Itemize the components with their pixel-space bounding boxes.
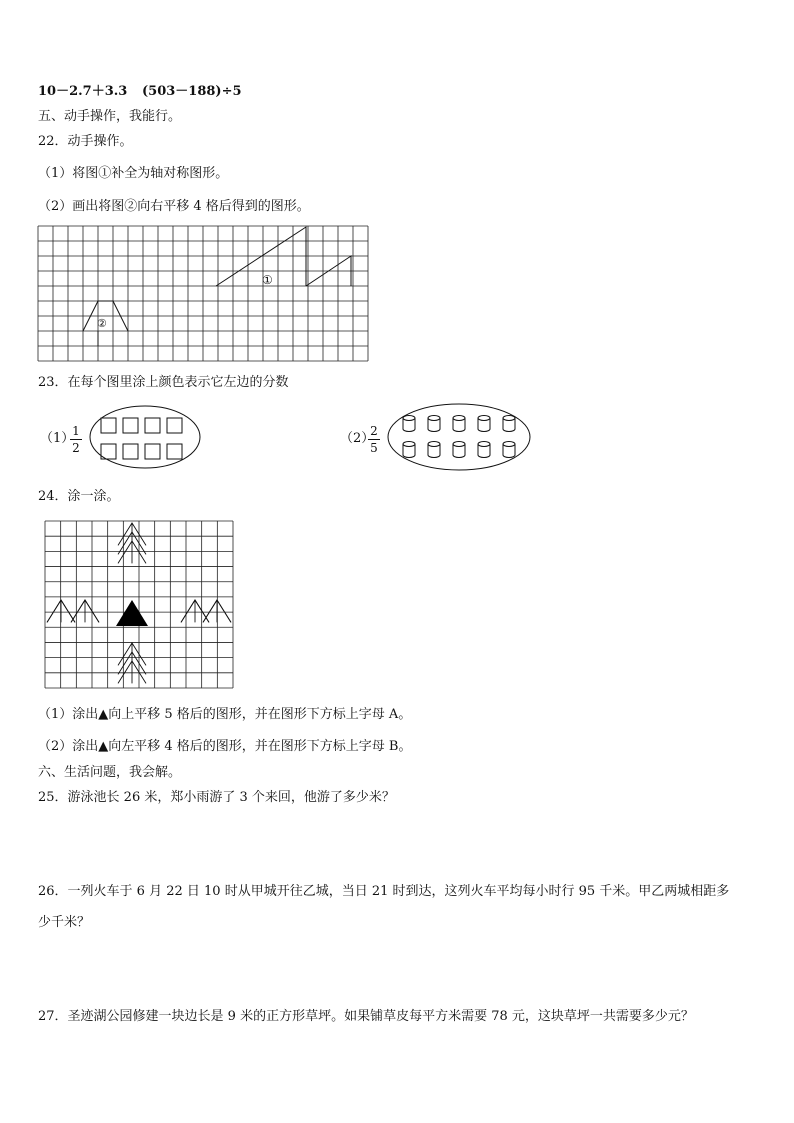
arith-expression-1: 10－2.7＋3.3 xyxy=(38,84,128,99)
q22-sub1: （1）将图①补全为轴对称图形。 xyxy=(38,166,229,181)
fraction-one-half xyxy=(70,424,82,455)
q26-line1: 26．一列火车于 6 月 22 日 10 时从甲城开往乙城，当日 21 时到达，这列火车平均每小时行 95 千米。甲乙两城相距多 xyxy=(38,884,730,899)
black-triangle xyxy=(116,600,148,626)
shape-1-outline xyxy=(216,227,306,286)
q23-part2-label: （2） xyxy=(340,431,375,446)
cylinder-shape xyxy=(478,416,490,432)
fraction-2-numerator: 2 xyxy=(370,424,378,438)
q26-line2: 少千米？ xyxy=(38,915,91,930)
q23-part1-label: （1） xyxy=(40,431,75,446)
square-shape xyxy=(101,418,116,433)
square-shape xyxy=(145,418,160,433)
cylinder-shape xyxy=(403,416,415,432)
square-shape xyxy=(123,444,138,459)
q23-ellipse-squares xyxy=(88,404,203,470)
q27-text: 27．圣迹湖公园修建一块边长是 9 米的正方形草坪。如果铺草皮每平方米需要 78 元，这块草坪一共需要多少元？ xyxy=(38,1009,694,1024)
q22-sub2: （2）画出将图②向右平移 4 格后得到的图形。 xyxy=(38,199,310,214)
q24-title: 24．涂一涂。 xyxy=(38,489,120,504)
q24-sub2: （2）涂出▲向左平移 4 格后的图形，并在图形下方标上字母 B。 xyxy=(38,739,412,754)
section-5-title: 五、动手操作，我能行。 xyxy=(38,109,182,124)
fraction-1-numerator: 1 xyxy=(72,424,80,438)
cylinder-shape xyxy=(428,416,440,432)
cylinder-shape xyxy=(453,416,465,432)
fraction-two-fifths xyxy=(368,424,380,455)
q24-sub1: （1）涂出▲向上平移 5 格后的图形，并在图形下方标上字母 A。 xyxy=(38,707,412,722)
square-shape xyxy=(167,418,182,433)
q22-grid xyxy=(38,226,368,361)
arith-expression-2: (503－188)÷5 xyxy=(142,84,242,99)
tree-shape xyxy=(71,600,99,622)
fraction-2-denominator: 5 xyxy=(370,441,378,455)
section-6-title: 六、生活问题，我会解。 xyxy=(38,765,182,780)
cylinder-shape xyxy=(503,442,515,458)
tree-shape xyxy=(118,523,146,563)
q22-title: 22．动手操作。 xyxy=(38,134,133,149)
tree-shape xyxy=(118,643,146,683)
shape-1-label: ① xyxy=(262,273,273,287)
shape-2-label: ② xyxy=(97,317,107,330)
cylinder-shape xyxy=(403,442,415,458)
tree-shape xyxy=(47,600,75,622)
fraction-1-denominator: 2 xyxy=(72,441,80,455)
square-shape xyxy=(123,418,138,433)
q25-text: 25．游泳池长 26 米，郑小雨游了 3 个来回，他游了多少米？ xyxy=(38,790,395,805)
square-shape xyxy=(167,444,182,459)
cylinder-shape xyxy=(453,442,465,458)
cylinder-shape xyxy=(478,442,490,458)
q24-grid xyxy=(45,521,235,689)
cylinder-shape xyxy=(428,442,440,458)
q23-ellipse-cylinders xyxy=(386,402,532,472)
square-shape xyxy=(145,444,160,459)
cylinder-shape xyxy=(503,416,515,432)
q23-title: 23．在每个图里涂上颜色表示它左边的分数 xyxy=(38,375,289,390)
